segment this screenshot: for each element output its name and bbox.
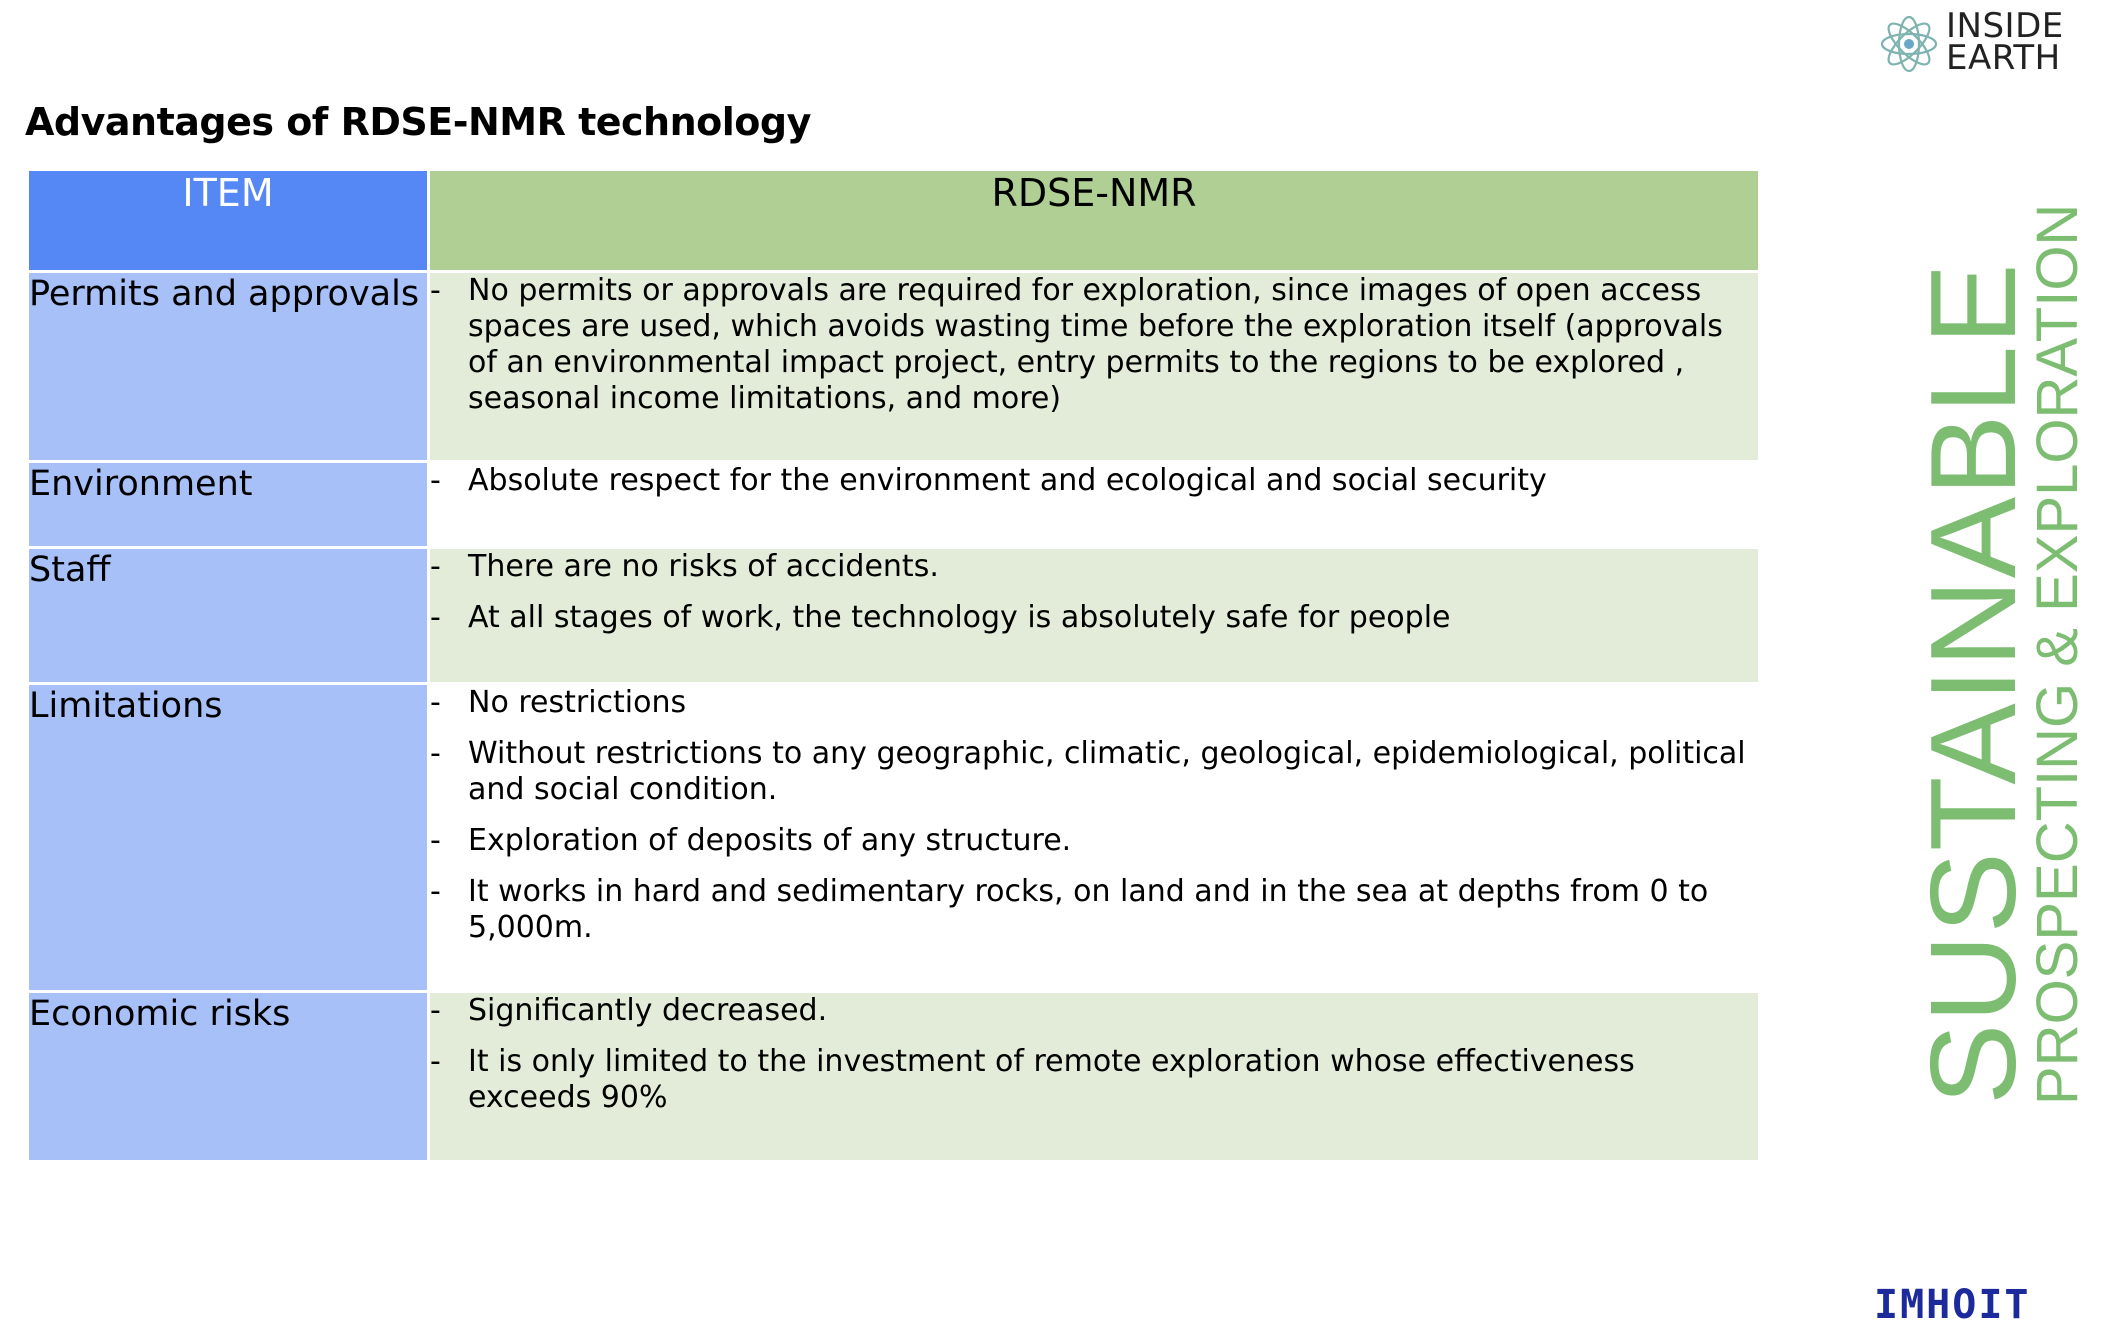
row-item-label: Limitations — [28, 684, 429, 992]
dash-marker: - — [430, 600, 441, 635]
bullet-list — [430, 273, 1758, 417]
row-description — [429, 272, 1760, 462]
row-item-label: Staff — [28, 548, 429, 684]
bullet-list — [430, 993, 1758, 1116]
table-row-permits — [28, 272, 1760, 462]
page-title: Advantages of RDSE-NMR technology — [25, 100, 811, 144]
table-row-environment — [28, 462, 1760, 548]
bullet-text: There are no risks of accidents. — [468, 549, 939, 584]
bullet-text: Significantly decreased. — [468, 993, 828, 1028]
dash-marker: - — [430, 549, 441, 584]
table-row-limitations — [28, 684, 1760, 992]
atom-logo-icon — [1878, 14, 1940, 74]
row-description — [429, 684, 1760, 992]
bullet-text: Absolute respect for the environment and ecological and social security — [468, 463, 1547, 498]
dash-marker: - — [430, 736, 441, 771]
list-item — [430, 874, 1758, 946]
list-item — [430, 273, 1758, 417]
bullet-text: Without restrictions to any geographic, climatic, geological, epidemiological, political and social condition. — [468, 736, 1746, 807]
header-item: ITEM — [28, 170, 429, 272]
row-item-label: Economic risks — [28, 992, 429, 1162]
advantages-table — [26, 168, 1761, 1163]
list-item — [430, 685, 1758, 721]
dash-marker: - — [430, 874, 441, 909]
vertical-tagline — [1905, 203, 2090, 1105]
header-rdse-nmr: RDSE-NMR — [429, 170, 1760, 272]
bullet-text: At all stages of work, the technology is absolutely safe for people — [468, 600, 1451, 635]
bullet-text: No permits or approvals are required for exploration, since images of open access spaces are used, which avoids wasting time before the exploration itself (approvals of an environmental impact project, entry permits to the regions to be explored , seasonal income limitations, and more) — [468, 273, 1723, 416]
logo-line-earth: EARTH — [1946, 38, 2061, 78]
dash-marker: - — [430, 1044, 441, 1079]
imhoit-logo: IMHOIT — [1874, 1282, 2031, 1328]
list-item — [430, 549, 1758, 585]
bullet-list — [430, 463, 1758, 499]
list-item — [430, 1044, 1758, 1116]
dash-marker: - — [430, 273, 441, 308]
list-item — [430, 993, 1758, 1029]
bullet-text: Exploration of deposits of any structure. — [468, 823, 1072, 858]
tagline-prospecting: PROSPECTING & EXPLORATION — [2025, 203, 2090, 1105]
bullet-text: No restrictions — [468, 685, 687, 720]
row-item-label: Environment — [28, 462, 429, 548]
dash-marker: - — [430, 823, 441, 858]
table-row-economic-risks — [28, 992, 1760, 1162]
tagline-sustainable: SUSTAINABLE — [1905, 262, 2041, 1105]
list-item — [430, 736, 1758, 808]
list-item — [430, 600, 1758, 636]
dash-marker: - — [430, 685, 441, 720]
table-row-staff — [28, 548, 1760, 684]
inside-earth-logo — [1878, 6, 2108, 78]
row-description — [429, 992, 1760, 1162]
bullet-text: It is only limited to the investment of remote exploration whose effectiveness exceeds 90% — [468, 1044, 1635, 1115]
dash-marker: - — [430, 463, 441, 498]
logo-wordmark — [1946, 6, 2064, 78]
logo-line-inside: INSIDE — [1946, 6, 2064, 46]
row-description — [429, 548, 1760, 684]
list-item — [430, 463, 1758, 499]
row-description — [429, 462, 1760, 548]
table-header-row — [28, 170, 1760, 272]
dash-marker: - — [430, 993, 441, 1028]
bullet-list — [430, 549, 1758, 636]
row-item-label: Permits and approvals — [28, 272, 429, 462]
list-item — [430, 823, 1758, 859]
bullet-list — [430, 685, 1758, 946]
bullet-text: It works in hard and sedimentary rocks, on land and in the sea at depths from 0 to 5,000m. — [468, 874, 1709, 945]
